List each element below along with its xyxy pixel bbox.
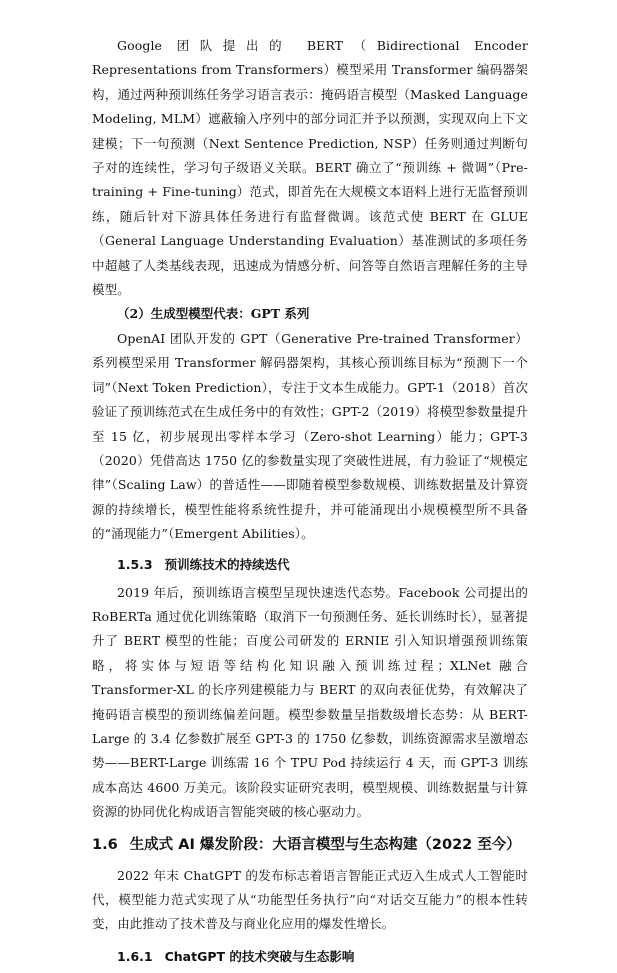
section-heading-1-6-1 [92,945,528,969]
paragraph-gpt: OpenAI 团队开发的 GPT（Generative Pre-trained Transformer）系列模型采用 Transformer 解码器架构，其核心预训练目标为“预测下一个词”（Next Token Prediction），专注于文本生成能力。GPT-1（2018）首次验证了预训练范式在生成任务中的有效性；GPT-2（2019）将模型参数量提升至 15 亿，初步展现出零样本学习（Zero-shot Learning）能力；GPT-3（2020）凭借高达 1750 亿的参数量实现了突破性进展，有力验证了“规模定律”（Scaling Law）的普适性——即随着模型参数规模、训练数据量及计算资源的持续增长，模型性能将系统性提升，并可能涌现出小规模模型所不具备的“涌现能力”（Emergent Abilities）。 [92,330,528,542]
section-heading-1-5-3 [92,553,528,577]
paragraph-iteration: 2019 年后，预训练语言模型呈现快速迭代态势。Facebook 公司提出的 RoBERTa 通过优化训练策略（取消下一句预测任务、延长训练时长），显著提升了 BERT 模型的性能；百度公司研发的 ERNIE 引入知识增强预训练策略，将实体与短语等结构化知识融入预训练过程；XLNet 融合 Transformer-XL 的长序列建模能力与 BERT 的双向表征优势，有效解决了掩码语言模型的预训练偏差问题。模型参数量呈指数级增长态势：从 BERT-Large 的 3.4 亿参数扩展至 GPT-3 的 1750 亿参数，训练资源需求呈激增态势——BERT-Large 训练需 16 个 TPU Pod 持续运行 4 天，而 GPT-3 训练成本高达 4600 万美元。该阶段实证研究表明，模型规模、训练数据量与计算资源的协同优化构成语言智能突破的核心驱动力。 [92,584,528,820]
paragraph-chatgpt-era: 2022 年末 ChatGPT 的发布标志着语言智能正式迈入生成式人工智能时代，模型能力范式实现了从“功能型任务执行”向“对话交互能力”的根本性转变，由此推动了技术普及与商业化应用的爆发性增长。 [92,867,528,932]
section-title: 生成式 AI 爆发阶段：大语言模型与生态构建（2022 至今） [129,836,521,853]
section-title: 预训练技术的持续迭代 [164,556,290,572]
document-page [92,34,528,973]
section-heading-1-6 [92,832,528,858]
section-title: ChatGPT 的技术突破与生态影响 [164,948,355,964]
section-number: 1.6 [92,836,118,853]
section-number: 1.5.3 [117,556,153,572]
section-number: 1.6.1 [117,948,153,964]
subheading-gpt-series: （2）生成型模型代表：GPT 系列 [117,306,310,322]
paragraph-bert: Google 团队提出的 BERT（Bidirectional Encoder Representations from Transformers）模型采用 Transformer 编码器架构，通过两种预训练任务学习语言表示：掩码语言模型（Masked Language Modeling, MLM）遮蔽输入序列中的部分词汇并予以预测，实现双向上下文建模；下一句预测（Next Sentence Prediction, NSP）任务则通过判断句子对的连续性，学习句子级语义关联。BERT 确立了“预训练 + 微调”（Pre-training + Fine-tuning）范式，即首先在大规模文本语料上进行无监督预训练，随后针对下游具体任务进行有监督微调。该范式使 BERT 在 GLUE（General Language Understanding Evaluation）基准测试的多项任务中超越了人类基线表现，迅速成为情感分析、问答等自然语言理解任务的主导模型。 [92,38,528,298]
